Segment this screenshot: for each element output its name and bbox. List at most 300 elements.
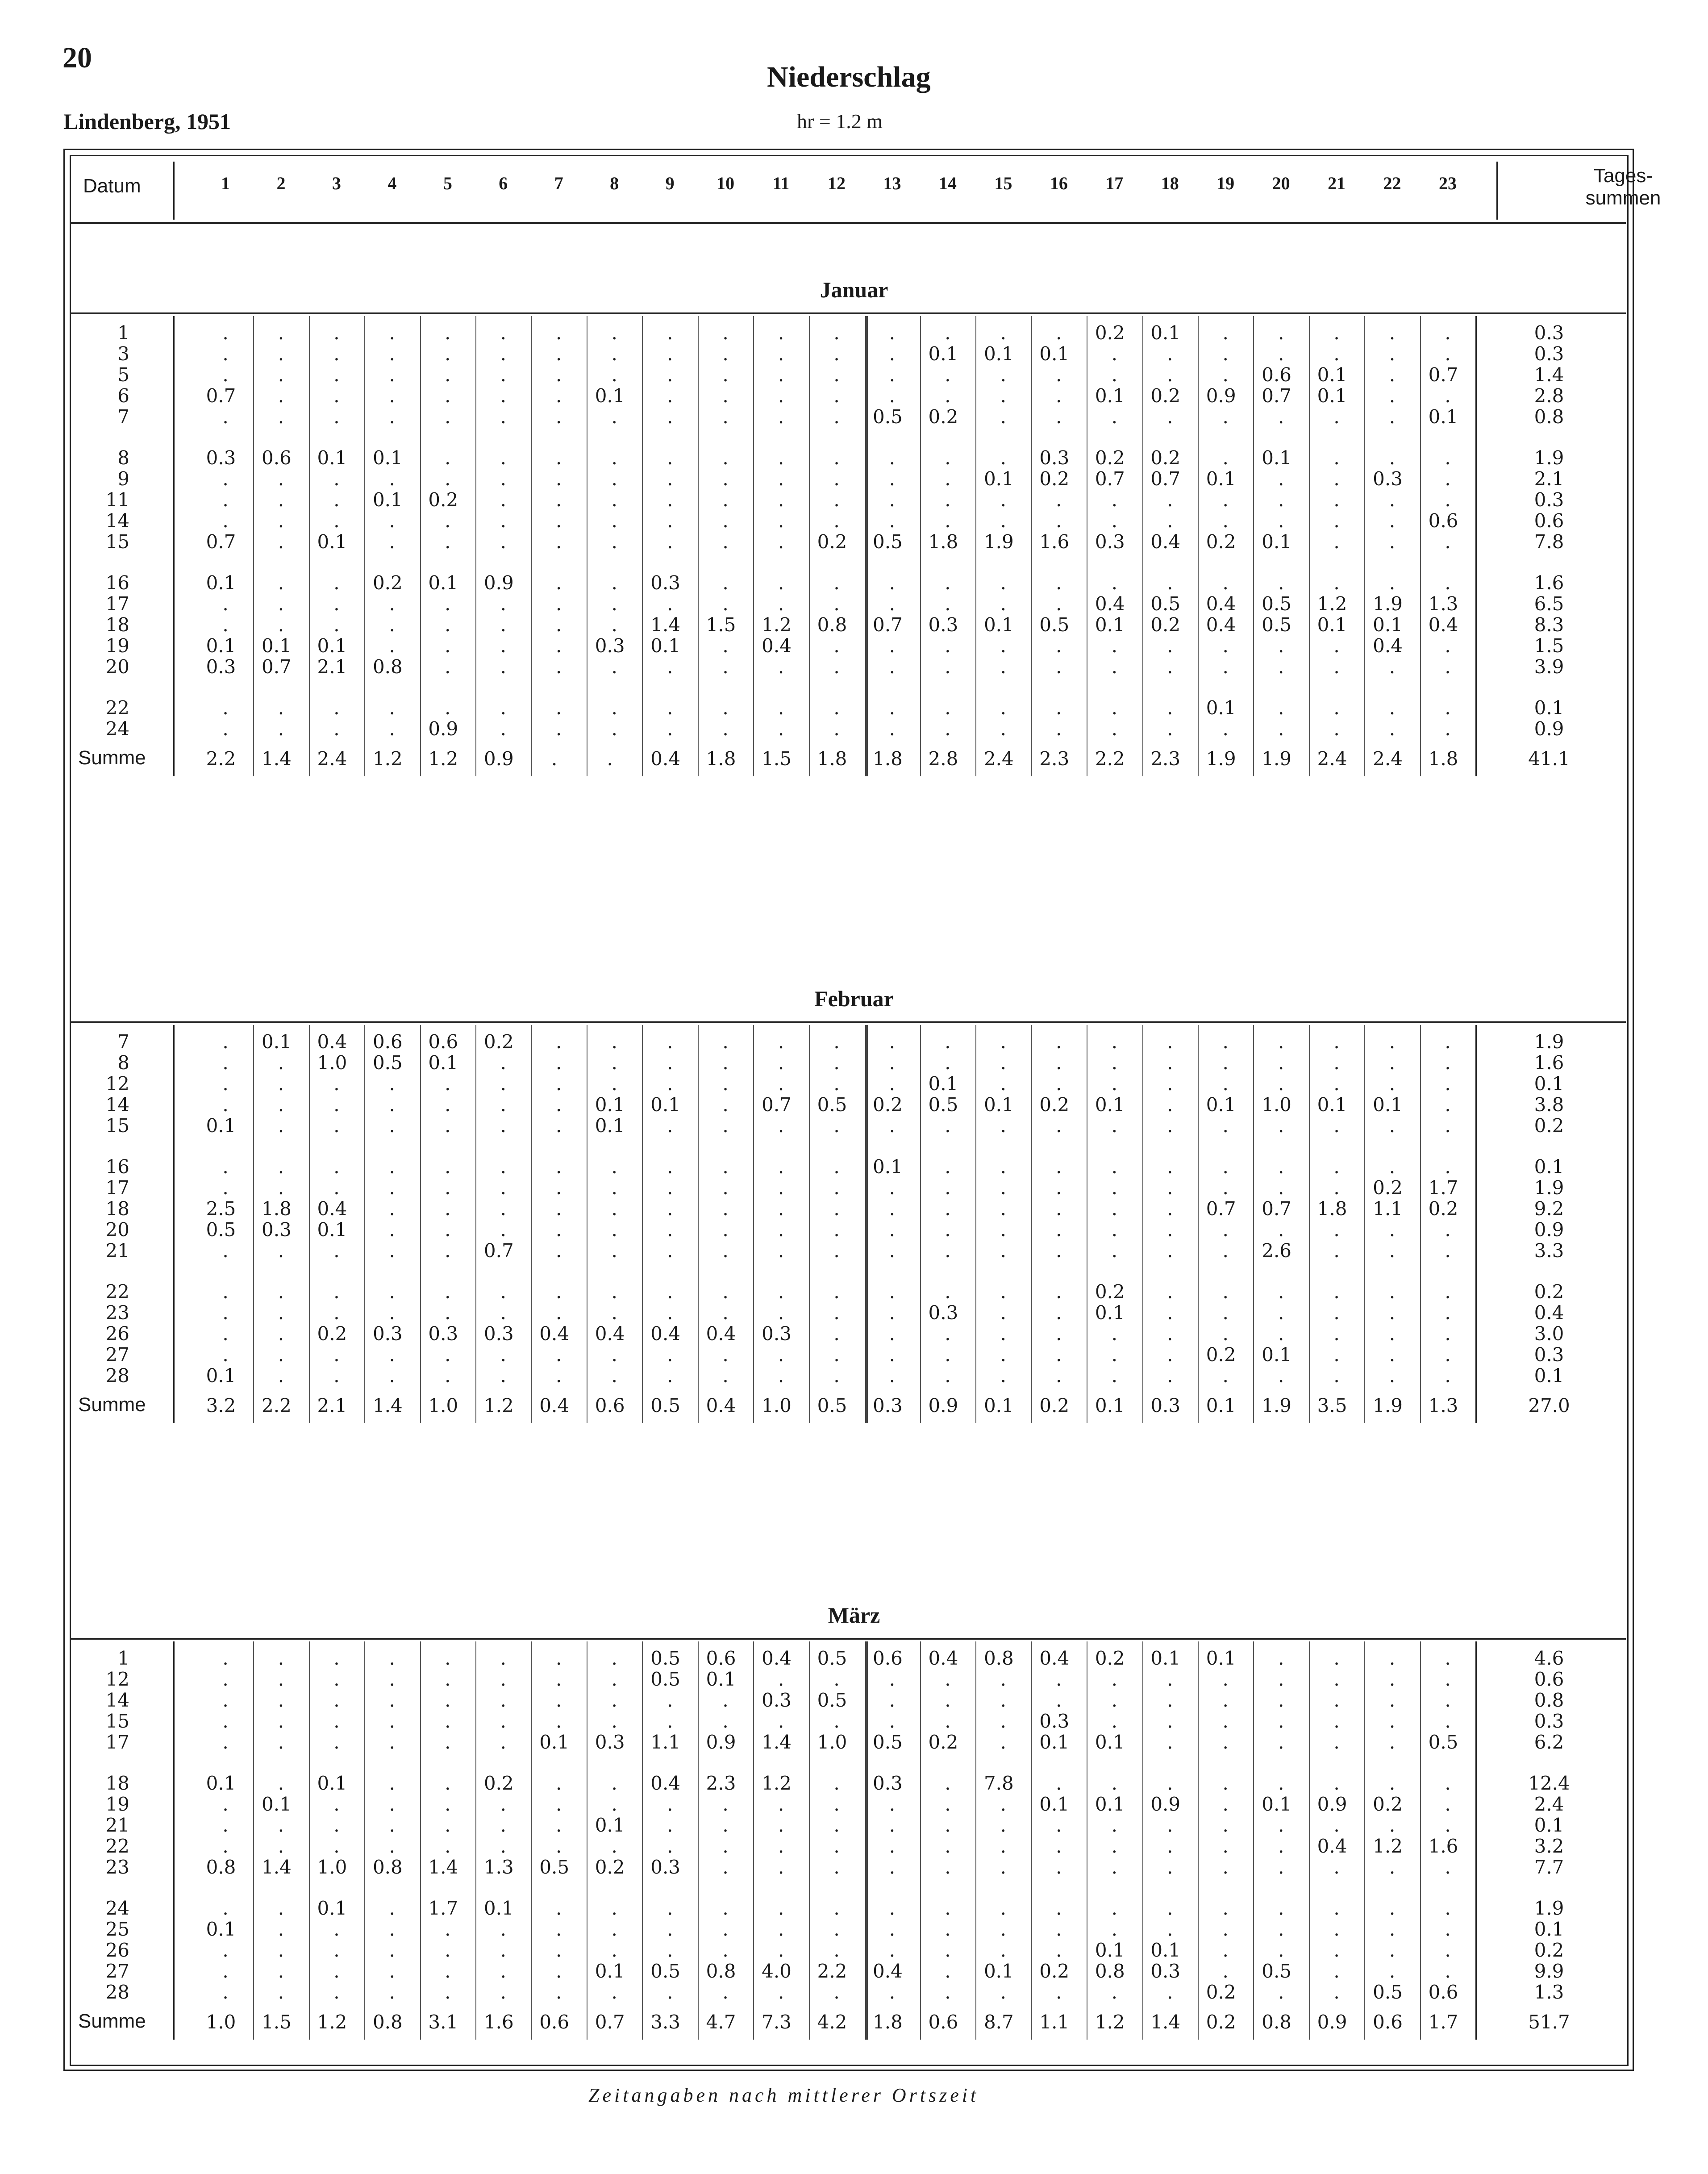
grid-line bbox=[1475, 1641, 1477, 2040]
value-cell: . bbox=[1389, 489, 1396, 511]
value-cell: . bbox=[1111, 635, 1117, 657]
value-cell: . bbox=[778, 656, 784, 678]
grid-line bbox=[475, 1025, 476, 1423]
value-cell: . bbox=[1389, 343, 1396, 365]
value-cell: . bbox=[833, 1177, 840, 1199]
grid-line bbox=[364, 1641, 365, 2040]
value-cell: . bbox=[1000, 1856, 1007, 1878]
value-cell: . bbox=[1278, 1323, 1284, 1345]
value-cell: . bbox=[1222, 1323, 1229, 1345]
sum-cell: 0.6 bbox=[595, 1395, 625, 1416]
day-label: 12 bbox=[105, 1668, 129, 1690]
value-cell: . bbox=[1111, 1710, 1117, 1732]
value-cell: 0.2 bbox=[1095, 1647, 1125, 1669]
value-cell: . bbox=[445, 697, 451, 719]
value-cell: . bbox=[1111, 1981, 1117, 2003]
grid-line bbox=[1142, 316, 1143, 776]
sum-row-label: Summe bbox=[78, 1394, 146, 1416]
value-cell: 0.1 bbox=[1373, 614, 1403, 636]
value-cell: . bbox=[889, 1115, 896, 1137]
grid-line bbox=[975, 316, 976, 776]
value-cell: . bbox=[1445, 1052, 1451, 1074]
value-cell: 0.1 bbox=[1317, 385, 1347, 407]
value-cell: . bbox=[500, 531, 506, 553]
value-cell: . bbox=[500, 1344, 506, 1366]
value-cell: 1.2 bbox=[762, 1772, 792, 1794]
value-cell: . bbox=[1000, 1031, 1007, 1053]
value-cell: . bbox=[389, 1731, 396, 1753]
value-cell: 0.1 bbox=[1317, 614, 1347, 636]
value-cell: . bbox=[611, 468, 617, 490]
value-cell: . bbox=[500, 447, 506, 469]
sum-cell: 1.0 bbox=[428, 1395, 458, 1416]
value-cell: 0.2 bbox=[1373, 1793, 1403, 1815]
value-cell: . bbox=[1278, 1302, 1284, 1324]
value-cell: . bbox=[278, 1689, 284, 1711]
daily-total: 1.3 bbox=[1534, 1981, 1564, 2003]
value-cell: . bbox=[1389, 1219, 1396, 1241]
value-cell: . bbox=[445, 322, 451, 344]
value-cell: 0.7 bbox=[1262, 1198, 1292, 1220]
value-cell: . bbox=[556, 1198, 562, 1220]
value-cell: . bbox=[556, 1897, 562, 1919]
value-cell: . bbox=[222, 364, 229, 386]
value-cell: . bbox=[445, 1365, 451, 1387]
value-cell: . bbox=[1278, 1814, 1284, 1836]
header-hour-12: 12 bbox=[828, 173, 846, 193]
value-cell: 0.7 bbox=[1428, 364, 1458, 386]
value-cell: 0.6 bbox=[873, 1647, 903, 1669]
value-cell: . bbox=[1278, 1731, 1284, 1753]
value-cell: . bbox=[1278, 1710, 1284, 1732]
sum-cell: 1.5 bbox=[262, 2011, 292, 2033]
value-cell: . bbox=[222, 343, 229, 365]
value-cell: . bbox=[500, 1835, 506, 1857]
header-datum: Datum bbox=[83, 175, 141, 197]
value-cell: . bbox=[222, 1710, 229, 1732]
value-cell: . bbox=[1222, 1668, 1229, 1690]
value-cell: 0.1 bbox=[1039, 343, 1070, 365]
value-cell: . bbox=[889, 1052, 896, 1074]
value-cell: . bbox=[556, 1156, 562, 1178]
value-cell: 0.1 bbox=[539, 1731, 570, 1753]
value-cell: 0.3 bbox=[762, 1323, 792, 1345]
daily-total: 3.3 bbox=[1534, 1240, 1564, 1262]
value-cell: . bbox=[833, 1772, 840, 1794]
value-cell: . bbox=[445, 1814, 451, 1836]
grid-line bbox=[1031, 1025, 1032, 1423]
value-cell: . bbox=[278, 1323, 284, 1345]
grid-line bbox=[753, 1025, 754, 1423]
grid-line bbox=[253, 1641, 254, 2040]
sum-cell: 2.4 bbox=[1317, 748, 1347, 770]
value-cell: . bbox=[945, 1365, 951, 1387]
value-cell: . bbox=[1445, 1240, 1451, 1262]
value-cell: 0.4 bbox=[1206, 614, 1236, 636]
daily-total: 0.1 bbox=[1534, 1814, 1564, 1836]
value-cell: . bbox=[667, 343, 673, 365]
value-cell: . bbox=[278, 1281, 284, 1303]
value-cell: . bbox=[722, 510, 729, 532]
daily-total: 4.6 bbox=[1534, 1647, 1564, 1669]
value-cell: 1.7 bbox=[428, 1897, 458, 1919]
value-cell: . bbox=[222, 1647, 229, 1669]
value-cell: . bbox=[1167, 1981, 1173, 2003]
value-cell: . bbox=[1000, 510, 1007, 532]
value-cell: . bbox=[833, 1897, 840, 1919]
value-cell: . bbox=[500, 1281, 506, 1303]
value-cell: 0.2 bbox=[317, 1323, 347, 1345]
value-cell: . bbox=[222, 489, 229, 511]
value-cell: . bbox=[278, 1344, 284, 1366]
value-cell: . bbox=[333, 1073, 340, 1095]
value-cell: 0.3 bbox=[372, 1323, 403, 1345]
value-cell: . bbox=[945, 1156, 951, 1178]
value-cell: . bbox=[722, 1198, 729, 1220]
value-cell: 2.1 bbox=[317, 656, 347, 678]
grid-line bbox=[309, 1641, 310, 2040]
value-cell: . bbox=[556, 1647, 562, 1669]
value-cell: . bbox=[1056, 1835, 1062, 1857]
value-cell: 0.7 bbox=[873, 614, 903, 636]
value-cell: 0.1 bbox=[206, 1772, 236, 1794]
day-label: 5 bbox=[117, 364, 129, 386]
value-cell: . bbox=[1445, 1918, 1451, 1940]
value-cell: . bbox=[278, 1240, 284, 1262]
value-cell: . bbox=[1333, 1731, 1340, 1753]
daily-total: 7.8 bbox=[1534, 531, 1564, 553]
daily-total: 1.9 bbox=[1534, 447, 1564, 469]
value-cell: . bbox=[278, 1094, 284, 1116]
value-cell: . bbox=[333, 1835, 340, 1857]
value-cell: . bbox=[1222, 1772, 1229, 1794]
sum-cell: 0.9 bbox=[483, 748, 514, 770]
value-cell: . bbox=[611, 1772, 617, 1794]
value-cell: . bbox=[1389, 510, 1396, 532]
sum-cell: 1.2 bbox=[372, 748, 403, 770]
grid-line bbox=[1364, 316, 1365, 776]
header-divider bbox=[1496, 162, 1498, 220]
day-label: 1 bbox=[117, 322, 129, 344]
value-cell: . bbox=[1389, 1960, 1396, 1982]
value-cell: 0.1 bbox=[206, 1365, 236, 1387]
value-cell: 0.5 bbox=[873, 406, 903, 428]
value-cell: . bbox=[778, 1981, 784, 2003]
value-cell: . bbox=[1445, 1939, 1451, 1961]
value-cell: 0.4 bbox=[650, 1772, 681, 1794]
value-cell: . bbox=[1167, 1198, 1173, 1220]
value-cell: 0.8 bbox=[983, 1647, 1014, 1669]
value-cell: 0.6 bbox=[428, 1031, 458, 1053]
value-cell: . bbox=[1445, 1365, 1451, 1387]
value-cell: . bbox=[722, 1835, 729, 1857]
value-cell: . bbox=[1056, 364, 1062, 386]
value-cell: 0.1 bbox=[1095, 1302, 1125, 1324]
value-cell: 0.1 bbox=[595, 385, 625, 407]
value-cell: 0.2 bbox=[1428, 1198, 1458, 1220]
value-cell: 0.5 bbox=[928, 1094, 958, 1116]
daily-total: 8.3 bbox=[1534, 614, 1564, 636]
value-cell: . bbox=[611, 1302, 617, 1324]
header-divider bbox=[173, 162, 175, 220]
value-cell: . bbox=[1167, 1731, 1173, 1753]
value-cell: . bbox=[889, 1856, 896, 1878]
value-cell: 0.1 bbox=[428, 1052, 458, 1074]
value-cell: . bbox=[222, 1668, 229, 1690]
sum-cell: 2.2 bbox=[1095, 748, 1125, 770]
value-cell: . bbox=[389, 364, 396, 386]
value-cell: 2.5 bbox=[206, 1198, 236, 1220]
value-cell: . bbox=[445, 656, 451, 678]
value-cell: . bbox=[389, 1302, 396, 1324]
value-cell: . bbox=[611, 1835, 617, 1857]
value-cell: . bbox=[1167, 1772, 1173, 1794]
value-cell: . bbox=[1056, 593, 1062, 615]
value-cell: . bbox=[833, 1814, 840, 1836]
sum-cell: 3.2 bbox=[206, 1395, 236, 1416]
value-cell: . bbox=[500, 1219, 506, 1241]
value-cell: 1.0 bbox=[317, 1856, 347, 1878]
value-cell: . bbox=[1445, 1115, 1451, 1137]
value-cell: 0.1 bbox=[1039, 1731, 1070, 1753]
value-cell: . bbox=[1333, 1177, 1340, 1199]
value-cell: . bbox=[667, 1177, 673, 1199]
value-cell: . bbox=[278, 406, 284, 428]
value-cell: . bbox=[500, 1647, 506, 1669]
value-cell: . bbox=[1222, 1219, 1229, 1241]
value-cell: 0.1 bbox=[317, 635, 347, 657]
value-cell: . bbox=[333, 1731, 340, 1753]
value-cell: . bbox=[1000, 1156, 1007, 1178]
value-cell: . bbox=[778, 531, 784, 553]
value-cell: . bbox=[445, 447, 451, 469]
value-cell: . bbox=[1167, 1281, 1173, 1303]
value-cell: 0.1 bbox=[317, 1897, 347, 1919]
value-cell: . bbox=[1389, 447, 1396, 469]
value-cell: . bbox=[945, 1219, 951, 1241]
value-cell: 7.8 bbox=[983, 1772, 1014, 1794]
value-cell: . bbox=[333, 697, 340, 719]
value-cell: . bbox=[222, 697, 229, 719]
value-cell: . bbox=[278, 572, 284, 594]
value-cell: . bbox=[833, 572, 840, 594]
value-cell: . bbox=[1389, 1365, 1396, 1387]
value-cell: 0.9 bbox=[1317, 1793, 1347, 1815]
grid-line bbox=[1309, 1641, 1310, 2040]
sum-cell: 3.1 bbox=[428, 2011, 458, 2033]
value-cell: . bbox=[556, 1668, 562, 1690]
value-cell: . bbox=[278, 1365, 284, 1387]
value-cell: . bbox=[945, 1240, 951, 1262]
value-cell: . bbox=[1445, 468, 1451, 490]
value-cell: 0.5 bbox=[1373, 1981, 1403, 2003]
value-cell: . bbox=[500, 343, 506, 365]
sum-total: 51.7 bbox=[1528, 2011, 1570, 2033]
value-cell: . bbox=[556, 1240, 562, 1262]
daily-total: 0.2 bbox=[1534, 1281, 1564, 1303]
value-cell: . bbox=[556, 1344, 562, 1366]
value-cell: . bbox=[1111, 343, 1117, 365]
value-cell: 0.1 bbox=[1206, 1094, 1236, 1116]
value-cell: 0.1 bbox=[317, 1772, 347, 1794]
value-cell: . bbox=[556, 322, 562, 344]
sum-cell: 1.7 bbox=[1428, 2011, 1458, 2033]
value-cell: 0.1 bbox=[1039, 1793, 1070, 1815]
value-cell: . bbox=[278, 1897, 284, 1919]
value-cell: . bbox=[556, 1835, 562, 1857]
value-cell: . bbox=[833, 1031, 840, 1053]
sum-cell: 0.1 bbox=[983, 1395, 1014, 1416]
value-cell: 0.1 bbox=[206, 572, 236, 594]
value-cell: . bbox=[222, 1981, 229, 2003]
grid-line bbox=[1475, 1025, 1477, 1423]
value-cell: . bbox=[1278, 1073, 1284, 1095]
sum-total: 27.0 bbox=[1528, 1395, 1570, 1416]
day-label: 21 bbox=[105, 1814, 129, 1836]
value-cell: . bbox=[1056, 489, 1062, 511]
value-cell: . bbox=[667, 406, 673, 428]
value-cell: . bbox=[1111, 1897, 1117, 1919]
value-cell: . bbox=[1222, 1835, 1229, 1857]
day-label: 19 bbox=[105, 635, 129, 657]
value-cell: . bbox=[1445, 1710, 1451, 1732]
value-cell: . bbox=[445, 1918, 451, 1940]
value-cell: . bbox=[1111, 572, 1117, 594]
grid-line bbox=[1253, 1025, 1254, 1423]
value-cell: . bbox=[945, 510, 951, 532]
value-cell: . bbox=[1445, 322, 1451, 344]
header-hour-23: 23 bbox=[1439, 173, 1457, 193]
value-cell: . bbox=[1333, 531, 1340, 553]
value-cell: . bbox=[1445, 1647, 1451, 1669]
grid-line bbox=[531, 1025, 532, 1423]
sum-cell: 0.7 bbox=[595, 2011, 625, 2033]
grid-line bbox=[642, 316, 643, 776]
sum-cell: 4.7 bbox=[706, 2011, 736, 2033]
value-cell: . bbox=[1333, 718, 1340, 740]
value-cell: 0.3 bbox=[1039, 1710, 1070, 1732]
value-cell: . bbox=[1445, 1856, 1451, 1878]
value-cell: . bbox=[1278, 1281, 1284, 1303]
value-cell: . bbox=[278, 1835, 284, 1857]
value-cell: . bbox=[1389, 406, 1396, 428]
value-cell: . bbox=[333, 510, 340, 532]
value-cell: . bbox=[278, 1052, 284, 1074]
value-cell: . bbox=[833, 656, 840, 678]
value-cell: . bbox=[1278, 572, 1284, 594]
grid-line bbox=[698, 316, 699, 776]
value-cell: . bbox=[1445, 1031, 1451, 1053]
grid-line bbox=[475, 316, 476, 776]
value-cell: . bbox=[1389, 1052, 1396, 1074]
value-cell: . bbox=[278, 343, 284, 365]
value-cell: . bbox=[1333, 1960, 1340, 1982]
value-cell: . bbox=[667, 1281, 673, 1303]
value-cell: . bbox=[611, 447, 617, 469]
value-cell: . bbox=[500, 1073, 506, 1095]
header-hour-21: 21 bbox=[1328, 173, 1346, 193]
value-cell: . bbox=[445, 1647, 451, 1669]
value-cell: . bbox=[889, 1668, 896, 1690]
value-cell: . bbox=[1111, 489, 1117, 511]
value-cell: . bbox=[945, 697, 951, 719]
value-cell: . bbox=[1167, 1323, 1173, 1345]
value-cell: . bbox=[1111, 1835, 1117, 1857]
value-cell: . bbox=[778, 510, 784, 532]
sum-cell: 1.0 bbox=[206, 2011, 236, 2033]
value-cell: . bbox=[778, 1365, 784, 1387]
day-label: 23 bbox=[105, 1302, 129, 1324]
sum-cell: 4.2 bbox=[817, 2011, 847, 2033]
sum-cell: . bbox=[551, 748, 558, 770]
value-cell: . bbox=[889, 510, 896, 532]
day-label: 17 bbox=[105, 1177, 129, 1199]
value-cell: . bbox=[722, 1031, 729, 1053]
value-cell: . bbox=[222, 1094, 229, 1116]
daily-total: 7.7 bbox=[1534, 1856, 1564, 1878]
header-hour-16: 16 bbox=[1050, 173, 1068, 193]
value-cell: . bbox=[1278, 1856, 1284, 1878]
value-cell: . bbox=[1000, 1731, 1007, 1753]
value-cell: . bbox=[1445, 1219, 1451, 1241]
value-cell: . bbox=[1278, 1918, 1284, 1940]
value-cell: . bbox=[1278, 322, 1284, 344]
value-cell: . bbox=[1111, 1198, 1117, 1220]
value-cell: 0.5 bbox=[539, 1856, 570, 1878]
value-cell: . bbox=[500, 1094, 506, 1116]
value-cell: . bbox=[500, 1710, 506, 1732]
value-cell: . bbox=[333, 1647, 340, 1669]
sum-cell: 0.3 bbox=[1150, 1395, 1181, 1416]
value-cell: . bbox=[945, 1323, 951, 1345]
grid-line bbox=[1475, 316, 1477, 776]
header-hour-7: 7 bbox=[554, 173, 563, 193]
value-cell: . bbox=[1389, 1302, 1396, 1324]
value-cell: . bbox=[1389, 1814, 1396, 1836]
value-cell: . bbox=[278, 718, 284, 740]
day-label: 8 bbox=[117, 1052, 129, 1074]
value-cell: . bbox=[389, 385, 396, 407]
value-cell: . bbox=[500, 656, 506, 678]
value-cell: . bbox=[1000, 406, 1007, 428]
value-cell: 0.4 bbox=[1095, 593, 1125, 615]
value-cell: 0.1 bbox=[317, 447, 347, 469]
value-cell: . bbox=[889, 1073, 896, 1095]
value-cell: . bbox=[1278, 1772, 1284, 1794]
value-cell: . bbox=[833, 593, 840, 615]
day-label: 18 bbox=[105, 1772, 129, 1794]
value-cell: 0.3 bbox=[428, 1323, 458, 1345]
value-cell: . bbox=[1056, 1981, 1062, 2003]
value-cell: 0.3 bbox=[1150, 1960, 1181, 1982]
value-cell: . bbox=[667, 1897, 673, 1919]
value-cell: . bbox=[611, 406, 617, 428]
value-cell: 1.6 bbox=[1428, 1835, 1458, 1857]
value-cell: . bbox=[945, 1344, 951, 1366]
value-cell: . bbox=[389, 1689, 396, 1711]
value-cell: . bbox=[722, 1814, 729, 1836]
value-cell: . bbox=[1111, 1689, 1117, 1711]
daily-total: 2.8 bbox=[1534, 385, 1564, 407]
value-cell: . bbox=[445, 1710, 451, 1732]
value-cell: . bbox=[667, 1689, 673, 1711]
value-cell: 0.3 bbox=[206, 656, 236, 678]
value-cell: . bbox=[667, 593, 673, 615]
value-cell: . bbox=[389, 1198, 396, 1220]
value-cell: . bbox=[222, 1156, 229, 1178]
value-cell: 1.5 bbox=[706, 614, 736, 636]
value-cell: 0.2 bbox=[1095, 447, 1125, 469]
